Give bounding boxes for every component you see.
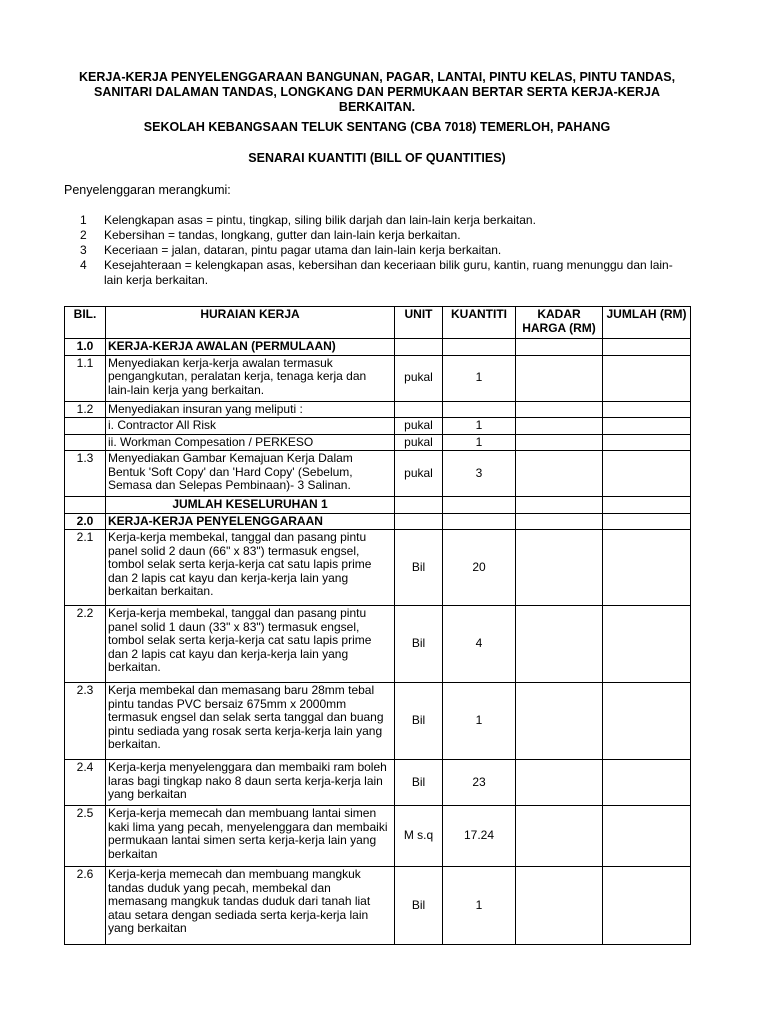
- section-title: KERJA-KERJA AWALAN (PERMULAAN): [106, 339, 395, 356]
- row-description: Kerja-kerja membekal, tanggal dan pasang pintu panel solid 2 daun (66" x 83") termasuk engsel, tombol selak serta kerja-kerja cat satu lapis prime dan 2 lapis cat kayu dan kerja-kerja lain yang berkaitan berkaitan.: [106, 530, 395, 606]
- row-quantity: 1: [443, 683, 516, 760]
- scope-text: Kesejahteraan = kelengkapan asas, kebersihan dan keceriaan bilik guru, kantin, ruang menunggu dan lain-lain kerja berkaitan.: [104, 258, 673, 287]
- table-row: [65, 867, 691, 945]
- row-number: 1.1: [65, 355, 106, 401]
- row-unit: Bil: [395, 760, 443, 806]
- row-amount: [603, 683, 691, 760]
- header-bil: BIL.: [65, 307, 106, 339]
- scope-number: 1: [80, 213, 87, 227]
- row-rate: [516, 355, 603, 401]
- table-row: [65, 434, 691, 451]
- row-amount: [603, 867, 691, 945]
- row-amount: [603, 806, 691, 867]
- row-quantity: 4: [443, 606, 516, 683]
- row-rate: [516, 606, 603, 683]
- row-unit: pukal: [395, 355, 443, 401]
- scope-number: 4: [80, 258, 87, 272]
- row-number: 1.3: [65, 451, 106, 497]
- row-unit: Bil: [395, 683, 443, 760]
- table-row: [65, 530, 691, 606]
- row-description: ii. Workman Compesation / PERKESO: [106, 434, 395, 451]
- table-row: [65, 806, 691, 867]
- document-subtitle: SENARAI KUANTITI (BILL OF QUANTITIES): [248, 151, 506, 165]
- row-quantity: 1: [443, 434, 516, 451]
- row-rate: [516, 806, 603, 867]
- header-unit: UNIT: [395, 307, 443, 339]
- header-kadar: KADAR HARGA (RM): [516, 307, 603, 339]
- total-amount: [603, 497, 691, 514]
- section-number: 2.0: [65, 513, 106, 530]
- section-row: [65, 513, 691, 530]
- row-number: [65, 434, 106, 451]
- row-unit: pukal: [395, 434, 443, 451]
- row-description: Kerja membekal dan memasang baru 28mm tebal pintu tandas PVC bersaiz 675mm x 2000mm termasuk engsel dan selak serta tanggal dan buang pintu sediada yang rosak serta kerja-kerja lain yang berkaitan.: [106, 683, 395, 760]
- scope-item: [64, 228, 690, 243]
- section-number: 1.0: [65, 339, 106, 356]
- row-amount: [603, 606, 691, 683]
- row-quantity: 3: [443, 451, 516, 497]
- table-row: [65, 451, 691, 497]
- row-unit: Bil: [395, 867, 443, 945]
- table-header-row: [65, 307, 691, 339]
- row-amount: [603, 530, 691, 606]
- table-row: [65, 606, 691, 683]
- header-kuantiti: KUANTITI: [443, 307, 516, 339]
- row-description: Kerja-kerja menyelenggara dan membaiki ram boleh laras bagi tingkap nako 8 daun serta kerja-kerja lain yang berkaitan: [106, 760, 395, 806]
- header-huraian: HURAIAN KERJA: [106, 307, 395, 339]
- row-quantity: 1: [443, 355, 516, 401]
- total-row: [65, 497, 691, 514]
- row-quantity: 1: [443, 867, 516, 945]
- scope-item: [64, 258, 690, 288]
- row-unit: Bil: [395, 530, 443, 606]
- row-amount: [603, 760, 691, 806]
- table-row: [65, 401, 691, 418]
- table-row: [65, 683, 691, 760]
- row-amount: [603, 434, 691, 451]
- scope-text: Kelengkapan asas = pintu, tingkap, siling bilik darjah dan lain-lain kerja berkaitan.: [104, 213, 536, 227]
- row-rate: [516, 418, 603, 435]
- row-number: 2.1: [65, 530, 106, 606]
- row-number: 2.5: [65, 806, 106, 867]
- table-row: [65, 760, 691, 806]
- scope-item: [64, 213, 690, 228]
- row-number: 2.2: [65, 606, 106, 683]
- scope-number: 2: [80, 228, 87, 242]
- row-quantity: 1: [443, 418, 516, 435]
- bill-of-quantities-table: [64, 306, 691, 945]
- row-amount: [603, 418, 691, 435]
- header-jumlah: JUMLAH (RM): [603, 307, 691, 339]
- row-number: 2.4: [65, 760, 106, 806]
- row-unit: pukal: [395, 418, 443, 435]
- total-label: JUMLAH KESELURUHAN 1: [106, 497, 395, 514]
- intro-text: Penyelenggaran merangkumi:: [64, 183, 231, 197]
- row-quantity: [443, 401, 516, 418]
- section-row: [65, 339, 691, 356]
- row-amount: [603, 401, 691, 418]
- row-unit: [395, 401, 443, 418]
- row-unit: M s.q: [395, 806, 443, 867]
- row-description: Menyediakan insuran yang meliputi :: [106, 401, 395, 418]
- scope-item: [64, 243, 690, 258]
- row-amount: [603, 355, 691, 401]
- row-rate: [516, 760, 603, 806]
- row-quantity: 17.24: [443, 806, 516, 867]
- row-number: [65, 418, 106, 435]
- scope-number: 3: [80, 243, 87, 257]
- row-description: Kerja-kerja memecah dan membuang mangkuk tandas duduk yang pecah, membekal dan memasang mangkuk tandas duduk dari tanah liat atau setara dengan sediada serta kerja-kerja lain yang berkaitan: [106, 867, 395, 945]
- row-description: Kerja-kerja membekal, tanggal dan pasang pintu panel solid 1 daun (33" x 83") termasuk engsel, tombol selak serta kerja-kerja cat satu lapis prime dan 2 lapis cat kayu dan kerja-kerja lain yang berkaitan.: [106, 606, 395, 683]
- row-rate: [516, 867, 603, 945]
- row-rate: [516, 434, 603, 451]
- row-rate: [516, 451, 603, 497]
- scope-list: [64, 213, 690, 288]
- section-title: KERJA-KERJA PENYELENGGARAAN: [106, 513, 395, 530]
- row-number: 2.3: [65, 683, 106, 760]
- row-rate: [516, 530, 603, 606]
- row-quantity: 20: [443, 530, 516, 606]
- table-row: [65, 355, 691, 401]
- row-rate: [516, 401, 603, 418]
- scope-text: Kebersihan = tandas, longkang, gutter dan lain-lain kerja berkaitan.: [104, 228, 461, 242]
- row-number: 2.6: [65, 867, 106, 945]
- school-name: SEKOLAH KEBANGSAAN TELUK SENTANG (CBA 7018) TEMERLOH, PAHANG: [143, 120, 611, 134]
- row-description: i. Contractor All Risk: [106, 418, 395, 435]
- row-unit: Bil: [395, 606, 443, 683]
- row-description: Menyediakan Gambar Kemajuan Kerja Dalam Bentuk 'Soft Copy' dan 'Hard Copy' (Sebelum, Semasa dan Selepas Pembinaan)- 3 Salinan.: [106, 451, 395, 497]
- document-title: KERJA-KERJA PENYELENGGARAAN BANGUNAN, PAGAR, LANTAI, PINTU KELAS, PINTU TANDAS, SANITARI DALAMAN TANDAS, LONGKANG DAN PERMUKAAN BERTAR SERTA KERJA-KERJA BERKAITAN.: [78, 70, 676, 114]
- row-description: Kerja-kerja memecah dan membuang lantai simen kaki lima yang pecah, menyelenggara dan membaiki permukaan lantai simen serta kerja-kerja lain yang berkaitan: [106, 806, 395, 867]
- row-unit: pukal: [395, 451, 443, 497]
- row-rate: [516, 683, 603, 760]
- row-quantity: 23: [443, 760, 516, 806]
- scope-text: Keceriaan = jalan, dataran, pintu pagar utama dan lain-lain kerja berkaitan.: [104, 243, 502, 257]
- row-description: Menyediakan kerja-kerja awalan termasuk pengangkutan, peralatan kerja, tenaga kerja dan lain-lain kerja yang berkaitan.: [106, 355, 395, 401]
- row-number: 1.2: [65, 401, 106, 418]
- row-amount: [603, 451, 691, 497]
- table-row: [65, 418, 691, 435]
